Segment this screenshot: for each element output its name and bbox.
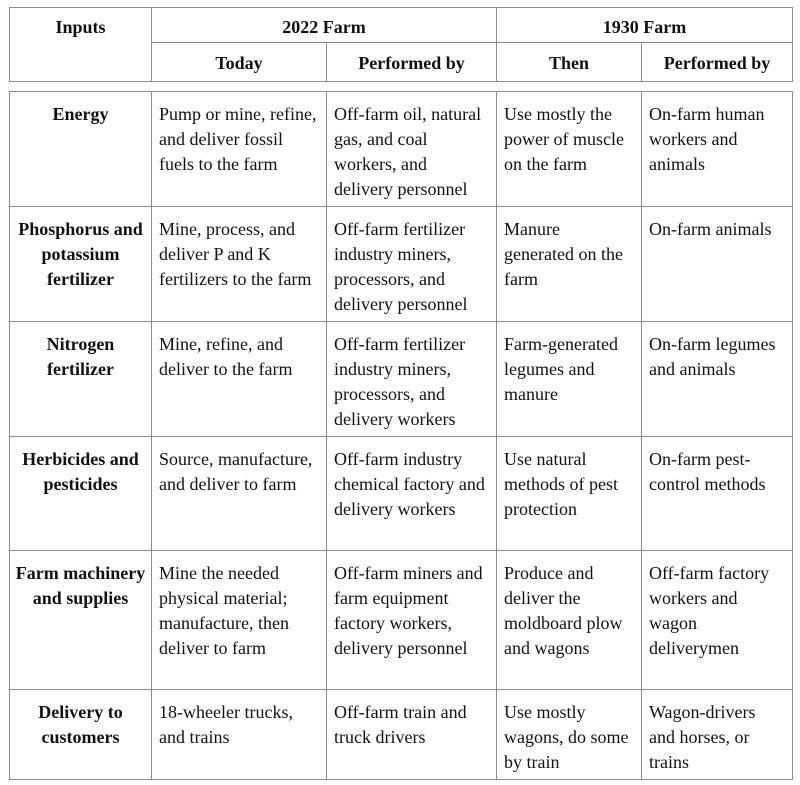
row-input-label: Energy	[10, 92, 152, 207]
cell-performed-by-2022: Off-farm industry chemical factory and delivery workers	[327, 437, 497, 551]
cell-performed-by-1930: On-farm legumes and animals	[642, 322, 793, 437]
header-today: Today	[152, 43, 327, 82]
cell-performed-by-1930: On-farm animals	[642, 207, 793, 322]
row-input-label: Herbicides and pesticides	[10, 437, 152, 551]
row-input-label: Delivery to customers	[10, 690, 152, 780]
cell-performed-by-1930: On-farm human workers and animals	[642, 92, 793, 207]
header-performed-by-1930: Performed by	[642, 43, 793, 82]
cell-performed-by-2022: Off-farm fertilizer industry miners, processors, and delivery workers	[327, 322, 497, 437]
table-row	[10, 690, 793, 780]
table-row	[10, 322, 793, 437]
cell-today: 18-wheeler trucks, and trains	[152, 690, 327, 780]
header-2022-farm: 2022 Farm	[152, 8, 497, 43]
cell-performed-by-1930: On-farm pest-control methods	[642, 437, 793, 551]
row-input-label: Farm machinery and supplies	[10, 551, 152, 690]
cell-performed-by-2022: Off-farm train and truck drivers	[327, 690, 497, 780]
header-then: Then	[497, 43, 642, 82]
cell-performed-by-2022: Off-farm miners and farm equipment factory workers, delivery personnel	[327, 551, 497, 690]
row-input-label: Phosphorus and potassium fertilizer	[10, 207, 152, 322]
cell-performed-by-2022: Off-farm fertilizer industry miners, processors, and delivery personnel	[327, 207, 497, 322]
table-header	[9, 7, 793, 82]
cell-today: Source, manufacture, and deliver to farm	[152, 437, 327, 551]
table-row	[10, 437, 793, 551]
cell-then: Farm-generated legumes and manure	[497, 322, 642, 437]
cell-performed-by-2022: Off-farm oil, natural gas, and coal workers, and delivery personnel	[327, 92, 497, 207]
cell-today: Mine the needed physical material; manufacture, then deliver to farm	[152, 551, 327, 690]
row-input-label: Nitrogen fertilizer	[10, 322, 152, 437]
cell-today: Mine, refine, and deliver to the farm	[152, 322, 327, 437]
table-row	[10, 207, 793, 322]
cell-today: Pump or mine, refine, and deliver fossil fuels to the farm	[152, 92, 327, 207]
header-inputs: Inputs	[10, 8, 152, 82]
table-row	[10, 92, 793, 207]
cell-then: Use mostly wagons, do some by train	[497, 690, 642, 780]
cell-performed-by-1930: Off-farm factory workers and wagon deliverymen	[642, 551, 793, 690]
cell-today: Mine, process, and deliver P and K fertilizers to the farm	[152, 207, 327, 322]
cell-then: Manure generated on the farm	[497, 207, 642, 322]
header-performed-by-2022: Performed by	[327, 43, 497, 82]
cell-then: Use mostly the power of muscle on the farm	[497, 92, 642, 207]
cell-then: Use natural methods of pest protection	[497, 437, 642, 551]
table-row	[10, 551, 793, 690]
cell-performed-by-1930: Wagon-drivers and horses, or trains	[642, 690, 793, 780]
table-body	[9, 91, 793, 780]
cell-then: Produce and deliver the moldboard plow and wagons	[497, 551, 642, 690]
header-1930-farm: 1930 Farm	[497, 8, 793, 43]
